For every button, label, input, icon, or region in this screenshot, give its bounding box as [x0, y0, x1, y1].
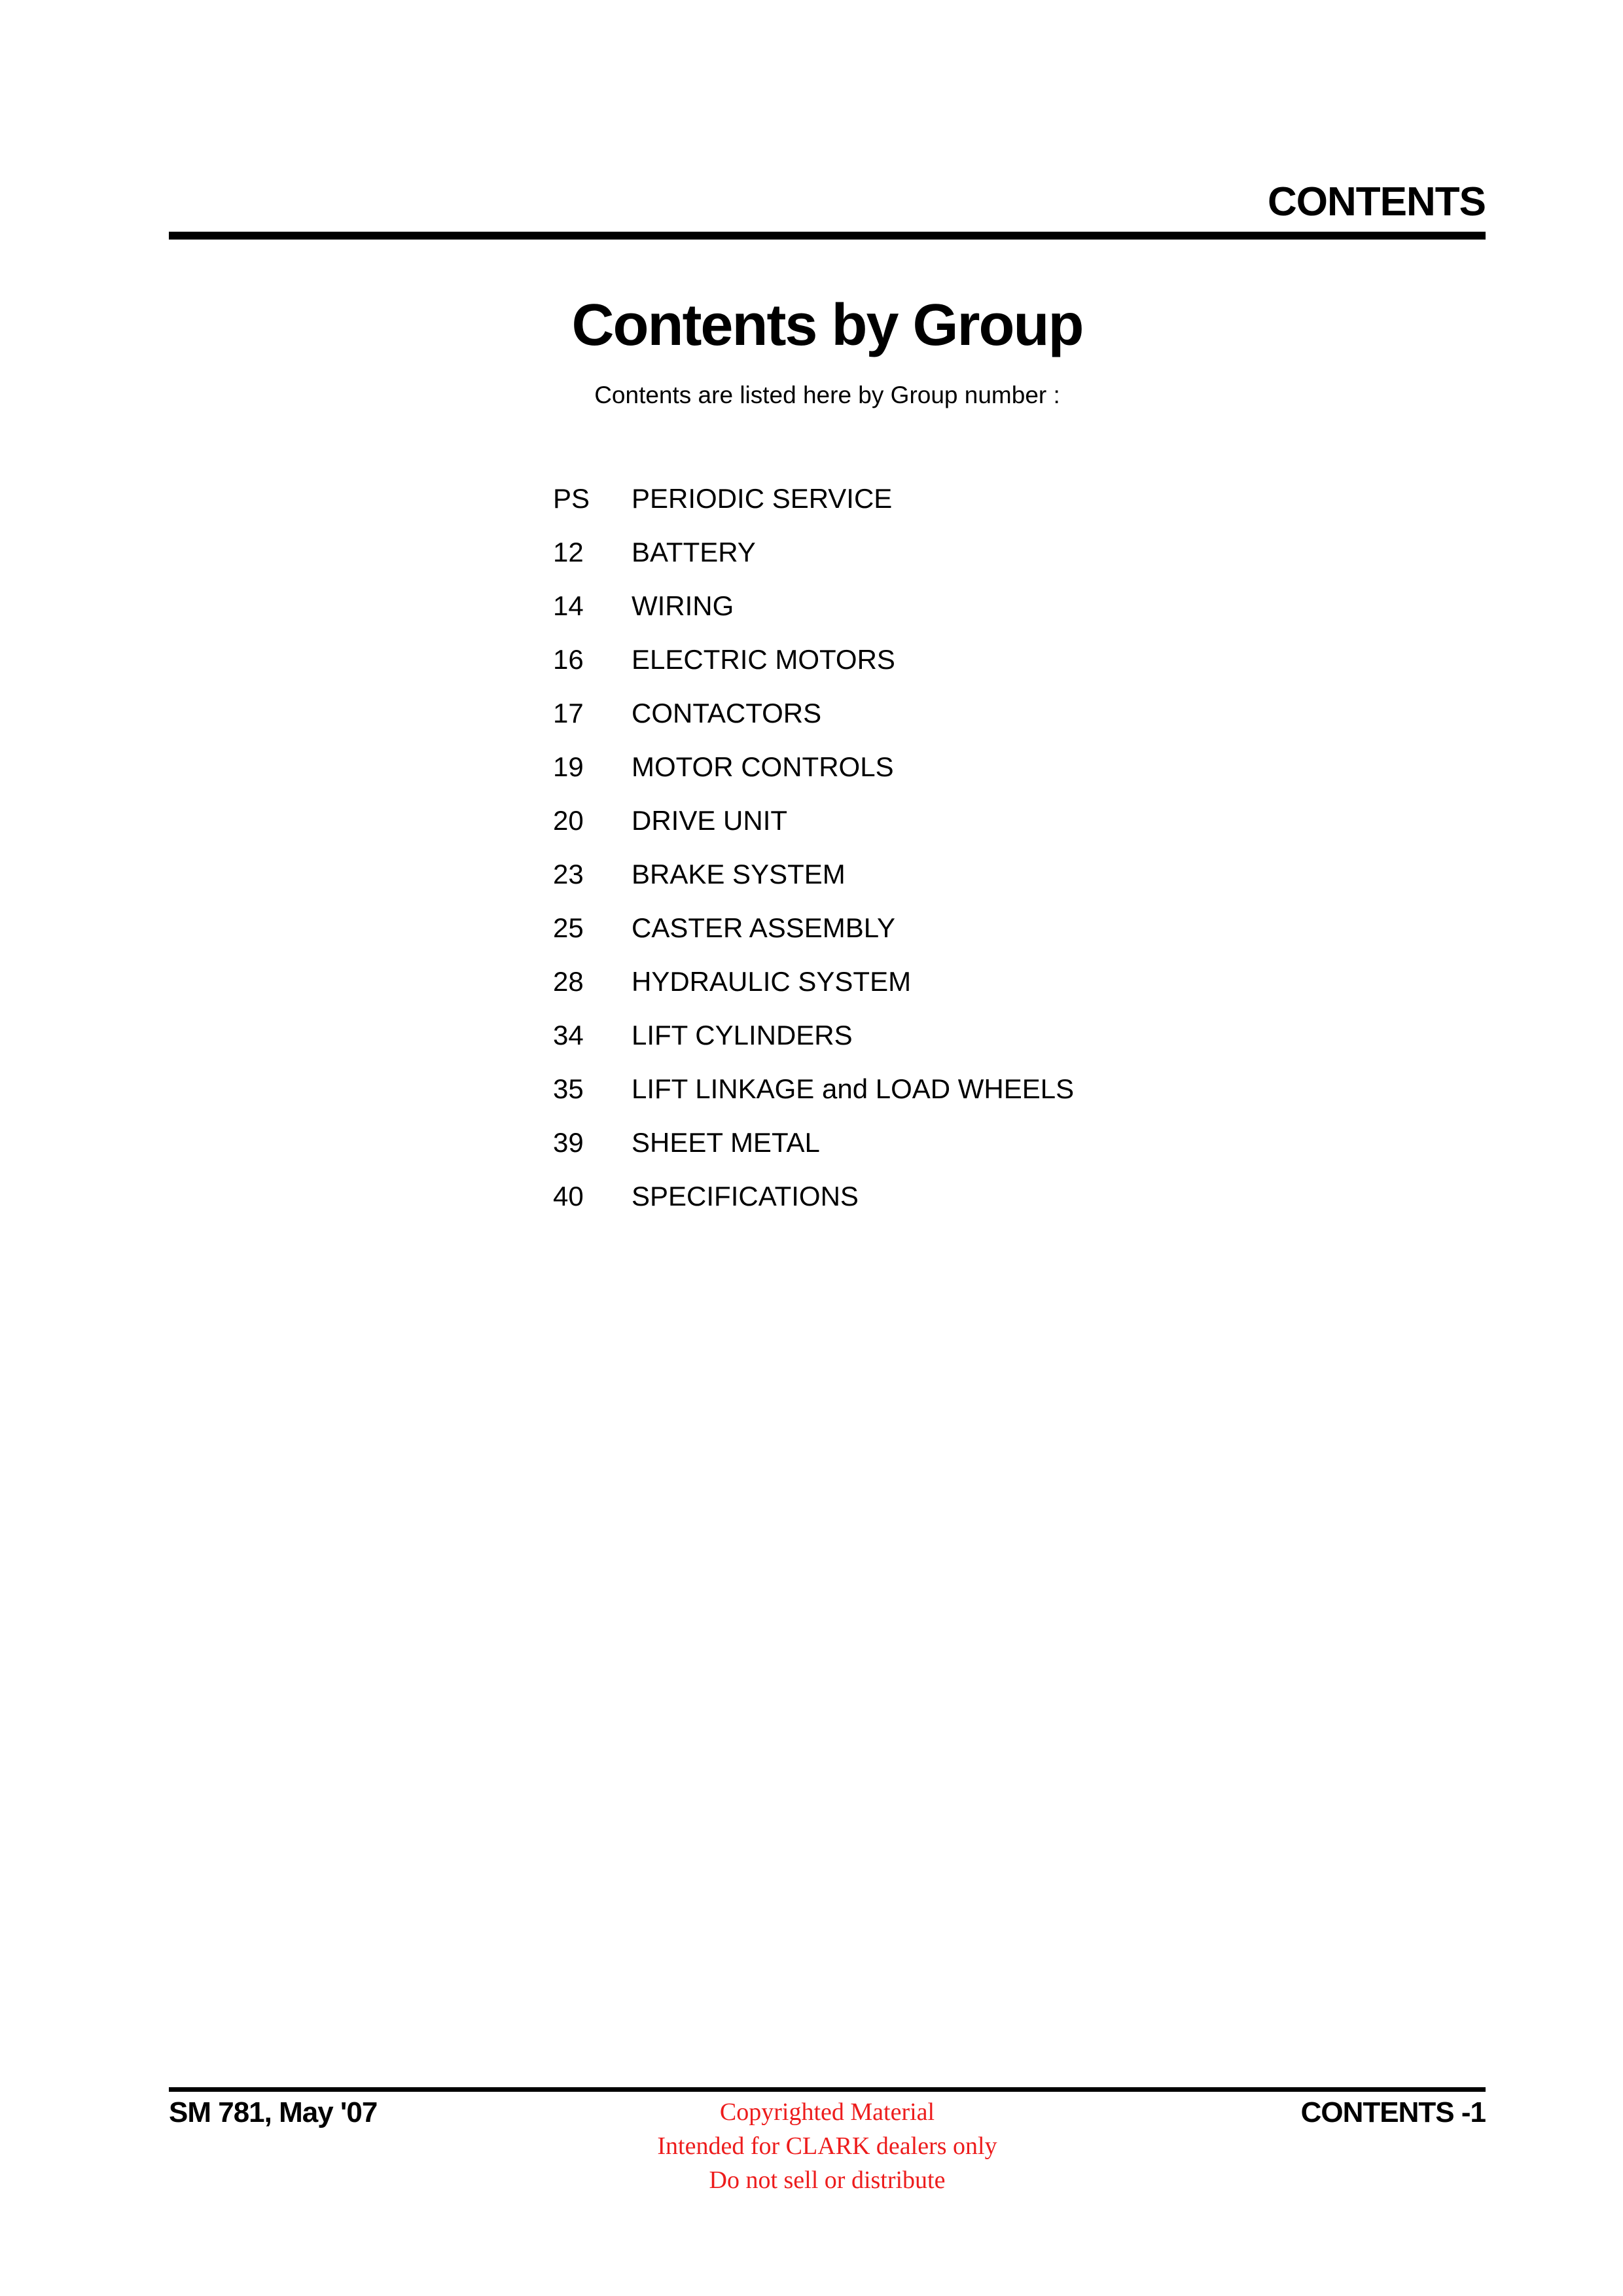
copyright-notice — [169, 2095, 1486, 2197]
toc-group-label: PERIODIC SERVICE — [632, 483, 893, 514]
toc-row — [553, 1129, 1074, 1157]
copyright-notice-line: Intended for CLARK dealers only — [657, 2132, 997, 2160]
copyright-notice-line: Do not sell or distribute — [709, 2166, 946, 2194]
toc-group-label: BRAKE SYSTEM — [632, 859, 846, 889]
toc-group-label: MOTOR CONTROLS — [632, 751, 894, 782]
toc-group-label: ELECTRIC MOTORS — [632, 644, 895, 675]
toc-row — [553, 646, 1074, 673]
toc-group-label: BATTERY — [632, 537, 756, 567]
page-subtitle: Contents are listed here by Group number : — [594, 382, 1060, 408]
toc-row — [553, 700, 1074, 727]
toc-row — [553, 861, 1074, 888]
toc-row — [553, 485, 1074, 512]
toc-row — [553, 539, 1074, 566]
toc-row — [553, 592, 1074, 620]
toc-row — [553, 968, 1074, 996]
toc-group-label: CONTACTORS — [632, 698, 822, 728]
running-head: CONTENTS — [1268, 179, 1486, 224]
toc-group-number: 12 — [553, 537, 584, 567]
footer-page-ref: CONTENTS -1 — [1300, 2096, 1486, 2128]
toc-group-number: 25 — [553, 912, 584, 943]
toc-row — [553, 1183, 1074, 1210]
copyright-notice-line: Copyrighted Material — [719, 2098, 935, 2126]
toc-group-number: 20 — [553, 805, 584, 836]
toc-group-label: DRIVE UNIT — [632, 805, 788, 836]
toc-group-number: 39 — [553, 1127, 584, 1158]
page-title: Contents by Group — [571, 293, 1083, 358]
toc-group-label: SPECIFICATIONS — [632, 1181, 859, 1211]
footer-doc-ref: SM 781, May '07 — [169, 2096, 378, 2128]
toc-group-number: PS — [553, 483, 590, 514]
toc-list — [553, 485, 1074, 1236]
toc-group-label: LIFT CYLINDERS — [632, 1020, 853, 1050]
toc-group-number: 34 — [553, 1020, 584, 1050]
footer-rule — [169, 2087, 1486, 2092]
toc-group-number: 40 — [553, 1181, 584, 1211]
toc-group-number: 16 — [553, 644, 584, 675]
toc-group-number: 17 — [553, 698, 584, 728]
toc-group-number: 19 — [553, 751, 584, 782]
toc-group-label: CASTER ASSEMBLY — [632, 912, 896, 943]
header-rule — [169, 232, 1486, 240]
toc-row — [553, 753, 1074, 781]
toc-group-number: 28 — [553, 966, 584, 997]
toc-group-number: 14 — [553, 590, 584, 621]
toc-group-number: 35 — [553, 1073, 584, 1104]
toc-row — [553, 807, 1074, 834]
toc-row — [553, 914, 1074, 942]
toc-group-label: SHEET METAL — [632, 1127, 820, 1158]
toc-row — [553, 1075, 1074, 1103]
toc-group-label: LIFT LINKAGE and LOAD WHEELS — [632, 1073, 1075, 1104]
toc-group-label: WIRING — [632, 590, 734, 621]
toc-group-number: 23 — [553, 859, 584, 889]
toc-group-label: HYDRAULIC SYSTEM — [632, 966, 912, 997]
toc-row — [553, 1022, 1074, 1049]
